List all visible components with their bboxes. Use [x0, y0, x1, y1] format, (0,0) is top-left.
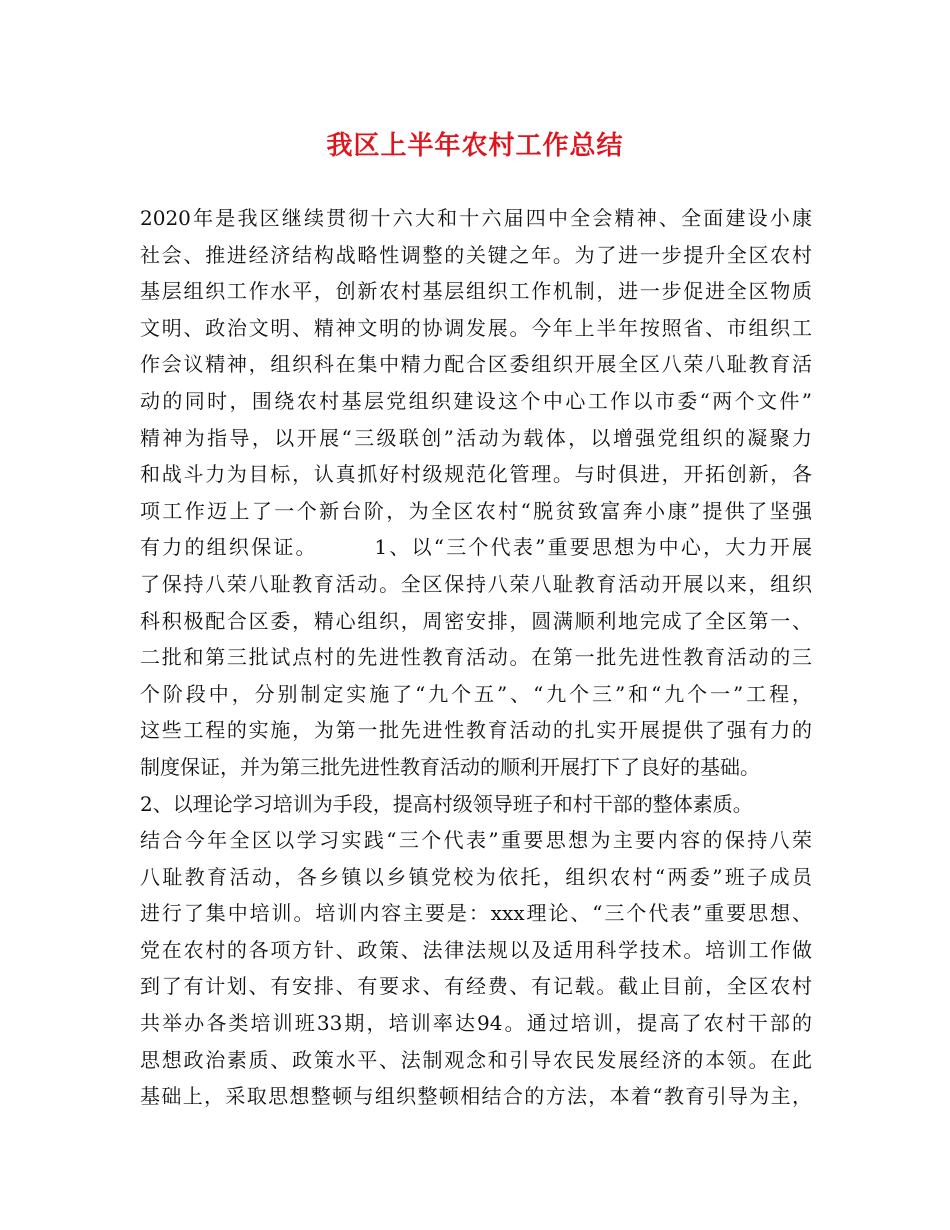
body-line: 这些工程的实施，为第一批先进性教育活动的扎实开展提供了强有力的: [140, 718, 812, 743]
body-line: 2、以理论学习培训为手段，提高村级领导班子和村干部的整体素质。: [140, 791, 753, 816]
document-title: 我区上半年农村工作总结: [326, 131, 624, 161]
body-line: 基层组织工作水平，创新农村基层组织工作机制，进一步促进全区物质: [140, 279, 812, 304]
body-line: 到了有计划、有安排、有要求、有经费、有记载。截止目前，全区农村: [140, 974, 812, 999]
body-line: 八耻教育活动，各乡镇以乡镇党校为依托，组织农村“两委”班子成员: [140, 864, 812, 889]
body-line: 2020年是我区继续贯彻十六大和十六届四中全会精神、全面建设小康: [140, 206, 812, 230]
body-line: 和战斗力为目标，认真抓好村级规范化管理。与时俱进，开拓创新，各: [140, 462, 812, 487]
body-line: 个阶段中，分别制定实施了“九个五”、“九个三”和“九个一”工程，: [140, 681, 812, 706]
body-line: 有力的组织保证。 1、以“三个代表”重要思想为中心，大力开展: [140, 535, 812, 560]
body-line: 社会、推进经济结构战略性调整的关键之年。为了进一步提升全区农村: [140, 242, 812, 267]
body-line: 党在农村的各项方针、政策、法律法规以及适用科学技术。培训工作做: [140, 937, 812, 962]
body-line: 二批和第三批试点村的先进性教育活动。在第一批先进性教育活动的三: [140, 645, 812, 670]
body-line: 基础上，采取思想整顿与组织整顿相结合的方法，本着“教育引导为主，: [140, 1084, 812, 1109]
body-line: 思想政治素质、政策水平、法制观念和引导农民发展经济的本领。在此: [140, 1047, 812, 1072]
body-line: 精神为指导，以开展“三级联创”活动为载体，以增强党组织的凝聚力: [140, 425, 812, 450]
body-line: 作会议精神，组织科在集中精力配合区委组织开展全区八荣八耻教育活: [140, 352, 812, 377]
body-line: 结合今年全区以学习实践“三个代表”重要思想为主要内容的保持八荣: [140, 828, 812, 853]
body-line: 文明、政治文明、精神文明的协调发展。今年上半年按照省、市组织工: [140, 315, 812, 340]
body-line: 进行了集中培训。培训内容主要是：xxx理论、“三个代表”重要思想、: [140, 901, 812, 926]
body-line: 科积极配合区委，精心组织，周密安排，圆满顺利地完成了全区第一、: [140, 608, 812, 633]
body-line: 项工作迈上了一个新台阶，为全区农村“脱贫致富奔小康”提供了坚强: [140, 498, 812, 523]
body-line: 了保持八荣八耻教育活动。全区保持八荣八耻教育活动开展以来，组织: [140, 571, 812, 596]
document-body: [140, 200, 812, 1115]
body-line: 动的同时，围绕农村基层党组织建设这个中心工作以市委“两个文件”: [140, 388, 812, 413]
body-line: 制度保证，并为第三批先进性教育活动的顺利开展打下了良好的基础。: [140, 754, 760, 779]
body-line: 共举办各类培训班33期，培训率达94。通过培训，提高了农村干部的: [140, 1011, 812, 1036]
